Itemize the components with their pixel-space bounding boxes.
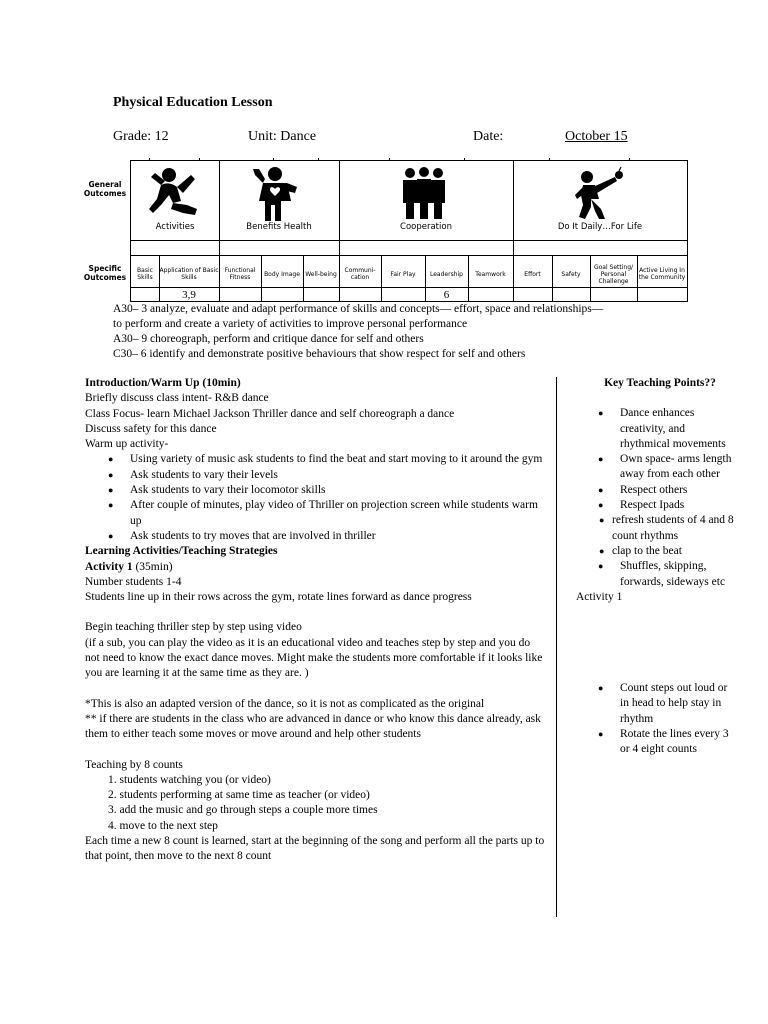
- list-item: ● Ask students to try moves that are involved in thriller: [108, 529, 376, 542]
- lesson-plan-column: [85, 376, 545, 865]
- intro-heading: Introduction/Warm Up (10min): [85, 377, 241, 389]
- category-cooperation: Cooperation: [400, 222, 452, 232]
- sub-teamwork: Teamwork: [475, 270, 506, 278]
- list-item: ● Dance enhances creativity, and rhythmical movements: [598, 407, 726, 450]
- list-item: 3. add the music and go through steps a couple more times: [108, 804, 378, 817]
- activity-line: Number students 1-4: [85, 575, 182, 588]
- counts-list: [85, 773, 545, 834]
- sub-communication: Communi-cation: [344, 267, 376, 281]
- learning-heading: Learning Activities/Teaching Strategies: [85, 545, 278, 558]
- list-item: ● Using variety of music ask students to find the beat and start moving to it around the gym: [108, 453, 543, 466]
- counts-heading: Teaching by 8 counts: [85, 758, 183, 771]
- sub-well-being: Well-being: [305, 270, 337, 278]
- warmup-list: [85, 452, 545, 544]
- list-item: ● clap to the beat: [599, 544, 682, 557]
- sub-basic-skills: Basic Skills: [137, 267, 153, 281]
- sub-active-living: Active Living In the Community: [638, 267, 686, 281]
- unit-field: Unit: Dance: [248, 129, 317, 144]
- outcomes-table: [130, 160, 688, 302]
- list-item: ● After couple of minutes, play video of Thriller on projection screen while students warm up: [108, 499, 538, 527]
- key-points-heading: Key Teaching Points??: [604, 377, 716, 389]
- intro-line: Briefly discuss class intent- R&B dance: [85, 392, 269, 405]
- list-item: ● Rotate the lines every 3 or 4 eight counts: [598, 728, 729, 756]
- list-item: ● Ask students to vary their locomotor skills: [108, 484, 326, 497]
- video-paragraph: Begin teaching thriller step by step using video: [85, 621, 302, 634]
- general-outcomes-label: General Outcomes: [83, 180, 127, 198]
- category-benefits-health: Benefits Health: [246, 222, 312, 232]
- outcome-a30-9: A30– 9 choreograph, perform and critique dance for self and others: [113, 333, 424, 345]
- value-activities: 3,9: [182, 289, 196, 301]
- outcome-a30-3: A30– 3 analyze, evaluate and adapt performance of skills and concepts— effort, space and relationships—: [113, 303, 604, 315]
- adapted-note: *This is also an adapted version of the dance, so it is not as complicated as the original: [85, 697, 485, 710]
- sub-effort: Effort: [524, 270, 541, 278]
- key-points-list-2: [576, 513, 736, 559]
- benefits-health-figure-icon: [251, 165, 301, 223]
- key-points-column: [576, 376, 736, 758]
- intro-line: Class Focus- learn Michael Jackson Thriller dance and self choreograph a dance: [85, 407, 455, 420]
- page-title: Physical Education Lesson: [113, 95, 273, 110]
- list-item: ● Own space- arms length away from each other: [598, 453, 732, 481]
- cooperation-group-icon: [399, 165, 449, 223]
- activity-heading: Activity 1: [85, 560, 133, 573]
- outcome-c30-6: C30– 6 identify and demonstrate positive behaviours that show respect for self and others: [113, 348, 526, 360]
- activities-figure-icon: [147, 165, 203, 223]
- list-item: ● Ask students to vary their levels: [108, 468, 278, 481]
- list-item: 1. students watching you (or video): [108, 773, 271, 786]
- sub-body-image: Body Image: [264, 270, 300, 278]
- list-item: 2. students performing at same time as teacher (or video): [108, 789, 370, 802]
- list-item: ● refresh students of 4 and 8 count rhythms: [599, 514, 734, 542]
- outcome-a30-3-cont: to perform and create a variety of activities to improve personal performance: [113, 318, 468, 330]
- specific-outcomes-label: Specific Outcomes: [83, 264, 127, 282]
- activity-heading-line: [85, 560, 545, 575]
- list-item: ● Shuffles, skipping, forwards, sideways etc: [598, 560, 726, 588]
- sub-fair-play: Fair Play: [390, 270, 416, 278]
- intro-line: Warm up activity-: [85, 438, 169, 451]
- category-activities: Activities: [155, 222, 195, 232]
- list-item: ● Respect Ipads: [598, 499, 685, 512]
- key-points-list: [576, 406, 736, 513]
- sub-leadership: Leadership: [430, 270, 463, 278]
- date-label: Date:: [473, 129, 504, 144]
- sub-goal-setting: Goal Setting/ Personal Challenge: [593, 263, 634, 285]
- sub-safety: Safety: [561, 270, 581, 278]
- sub-functional-fitness: Functional Fitness: [224, 267, 256, 281]
- activity-line: Students line up in their rows across the gym, rotate lines forward as dance progress: [85, 591, 472, 604]
- list-item: ● Respect others: [598, 483, 688, 496]
- sub-application: Application of Basic Skills: [159, 267, 219, 281]
- value-cooperation: 6: [443, 289, 450, 301]
- closing-paragraph: Each time a new 8 count is learned, start at the beginning of the song and perform all the parts up to that point, then move to the next 8 count: [85, 835, 545, 863]
- date-value: October 15: [565, 129, 628, 144]
- list-item: ● Count steps out loud or in head to help stay in rhythm: [598, 682, 728, 725]
- activity-time: (35min): [135, 560, 173, 573]
- video-paragraph-sub: (if a sub, you can play the video as it is an educational video and teaches step by step and you do not need to know the exact dance moves. Might make the students more comfortable if it looks like you are learning it at the same time as they are. ): [85, 636, 543, 680]
- intro-line: Discuss safety for this dance: [85, 422, 217, 435]
- category-do-it-daily: Do It Daily…For Life: [557, 222, 643, 232]
- list-item: 4. move to the next step: [108, 819, 218, 832]
- key-points-list-3: [576, 559, 736, 590]
- activity-points-list: [576, 681, 736, 757]
- activity-label: Activity 1: [576, 590, 623, 603]
- column-divider: [556, 377, 557, 917]
- do-it-daily-figure-icon: [571, 165, 631, 223]
- grade-field: Grade: 12: [113, 129, 169, 144]
- advanced-note: ** if there are students in the class who are advanced in dance or who know this dance already, ask them to either teach some moves or move around and help other students: [85, 712, 541, 741]
